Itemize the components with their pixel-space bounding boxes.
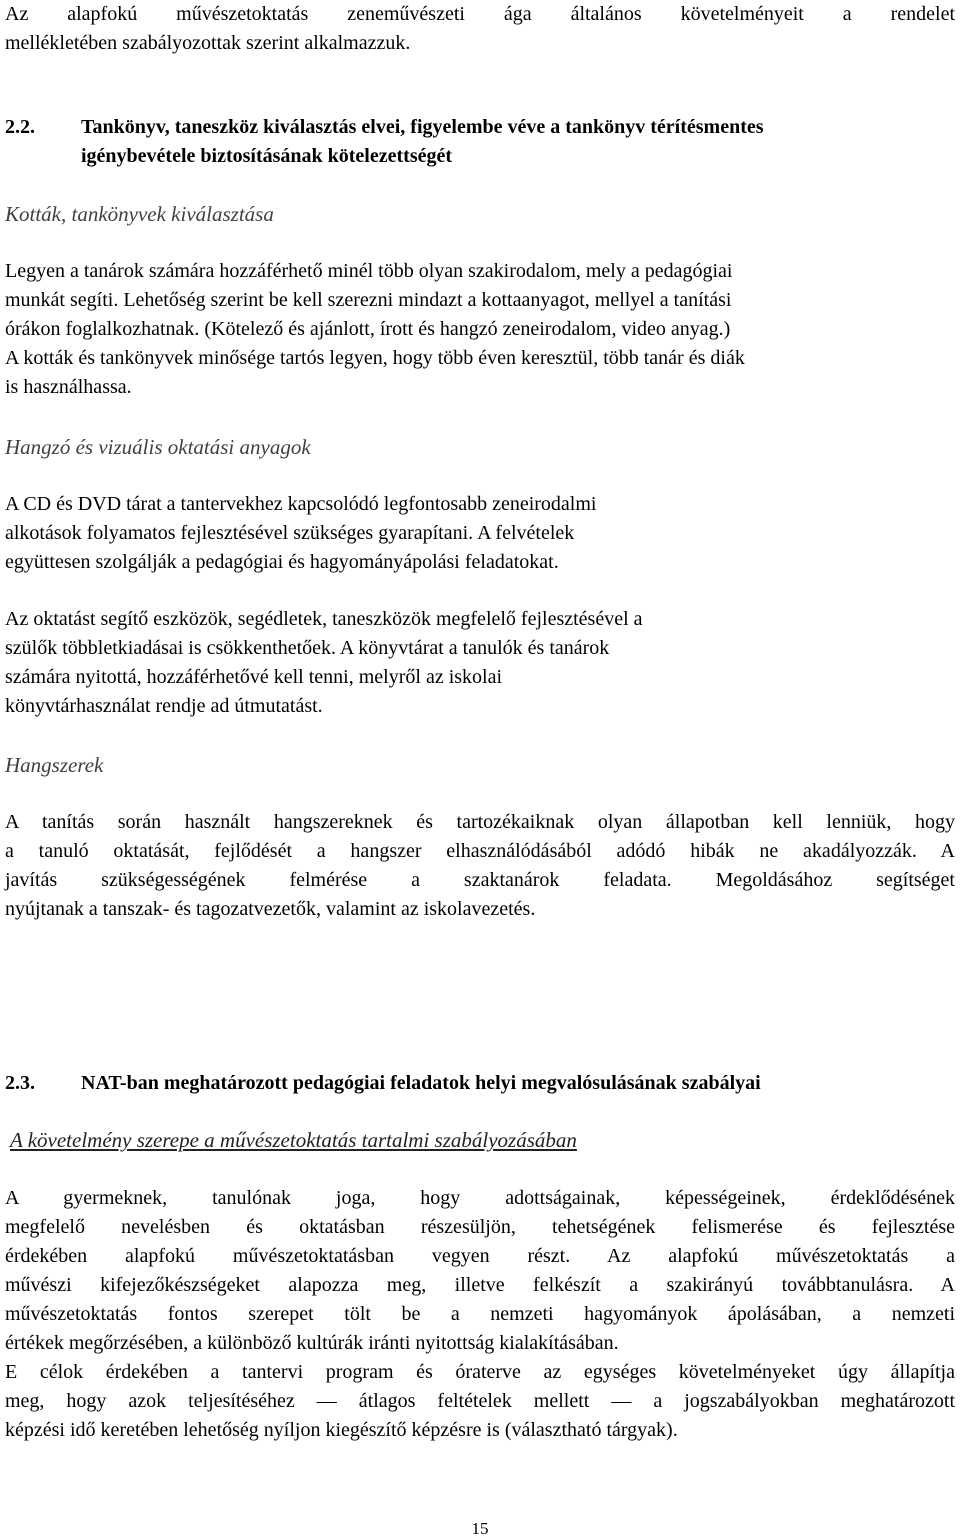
section-title-line: Tankönyv, taneszköz kiválasztás elvei, figyelembe véve a tankönyv térítésmentes — [81, 116, 764, 138]
text-line: a tanuló oktatását, fejlődését a hangszer elhasználódásából adódó hibák ne akadályozzák. A — [5, 840, 955, 862]
paragraph-sheet-music — [5, 257, 955, 402]
intro-paragraph — [5, 0, 955, 58]
text-line: Legyen a tanárok számára hozzáférhető minél több olyan szakirodalom, mely a pedagógiai — [5, 260, 733, 282]
text-line: nyújtanak a tanszak- és tagozatvezetők, valamint az iskolavezetés. — [5, 898, 536, 920]
text-line: E célok érdekében a tantervi program és óraterve az egységes követelményeket úgy állapítja — [5, 1361, 955, 1383]
text-line: A CD és DVD tárat a tantervekhez kapcsolódó legfontosabb zeneirodalmi — [5, 493, 597, 515]
subsection-title-sheet-music: Kották, tankönyvek kiválasztása — [5, 202, 274, 226]
text-line: A tanítás során használt hangszereknek és tartozékaiknak olyan állapotban kell lenniük, hogy — [5, 811, 955, 833]
subsection-title-instruments: Hangszerek — [5, 753, 104, 777]
text-line: alkotások folyamatos fejlesztésével szükséges gyarapítani. A felvételek — [5, 522, 575, 544]
text-line: számára nyitottá, hozzáférhetővé kell tenni, melyről az iskolai — [5, 666, 503, 688]
text-line: képzési idő keretében lehetőség nyíljon kiegészítő képzésre is (választható tárgyak). — [5, 1419, 678, 1441]
text-line: értékek megőrzésében, a különböző kultúrák iránti nyitottság kialakításában. — [5, 1332, 619, 1354]
text-line: meg, hogy azok teljesítéséhez — átlagos feltételek mellett — a jogszabályokban meghatározott — [5, 1390, 955, 1412]
paragraph-audio-visual-1 — [5, 490, 955, 577]
text-line: A gyermeknek, tanulónak joga, hogy adottságainak, képességeinek, érdeklődésének — [5, 1187, 955, 1209]
text-line: szülők többletkiadásai is csökkenthetőek. A könyvtárat a tanulók és tanárok — [5, 637, 610, 659]
page-number: 15 — [471, 1519, 489, 1538]
paragraph-requirement-2 — [5, 1358, 955, 1445]
section-title: NAT-ban meghatározott pedagógiai feladatok helyi megvalósulásának szabályai — [81, 1072, 761, 1094]
section-2-2-heading — [5, 113, 955, 171]
text-line: mellékletében szabályozottak szerint alkalmazzuk. — [5, 32, 411, 54]
text-line: órákon foglalkozhatnak. (Kötelező és ajánlott, írott és hangzó zeneirodalom, video anyag.) — [5, 318, 731, 340]
text-line: megfelelő nevelésben és oktatásban részesüljön, tehetségének felismerése és fejlesztése — [5, 1216, 955, 1238]
text-line: A kották és tankönyvek minősége tartós legyen, hogy több éven keresztül, több tanár és diák — [5, 347, 745, 369]
text-line: együttesen szolgálják a pedagógiai és hagyományápolási feladatokat. — [5, 551, 559, 573]
paragraph-requirement-1 — [5, 1184, 955, 1358]
text-line: javítás szükségességének felmérése a szaktanárok feladata. Megoldásához segítséget — [5, 869, 955, 891]
subsection-title-audio-visual: Hangzó és vizuális oktatási anyagok — [5, 435, 311, 459]
section-title-line: igénybevétele biztosításának kötelezettségét — [81, 145, 453, 167]
section-2-3-heading — [5, 1069, 955, 1098]
paragraph-audio-visual-2 — [5, 605, 955, 721]
section-number: 2.3. — [5, 1072, 35, 1094]
section-2-3-subtitle: A követelmény szerepe a művészetoktatás tartalmi szabályozásában — [10, 1128, 577, 1152]
text-line: művészi kifejezőkészségeket alapozza meg, illetve felkészít a szakirányú továbbtanulásra. A — [5, 1274, 955, 1296]
text-line: művészetoktatás fontos szerepet tölt be a nemzeti hagyományok ápolásában, a nemzeti — [5, 1303, 955, 1325]
text-line: is használhassa. — [5, 376, 132, 398]
paragraph-instruments — [5, 808, 955, 924]
section-number: 2.2. — [5, 116, 35, 138]
text-line: Az oktatást segítő eszközök, segédletek, taneszközök megfelelő fejlesztésével a — [5, 608, 643, 630]
text-line: munkát segíti. Lehetőség szerint be kell szerezni mindazt a kottaanyagot, mellyel a tanítási — [5, 289, 732, 311]
text-line: könyvtárhasználat rendje ad útmutatást. — [5, 695, 323, 717]
text-line: Az alapfokú művészetoktatás zeneművészeti ága általános követelményeit a rendelet — [5, 3, 955, 25]
text-line: érdekében alapfokú művészetoktatásban vegyen részt. Az alapfokú művészetoktatás a — [5, 1245, 955, 1267]
